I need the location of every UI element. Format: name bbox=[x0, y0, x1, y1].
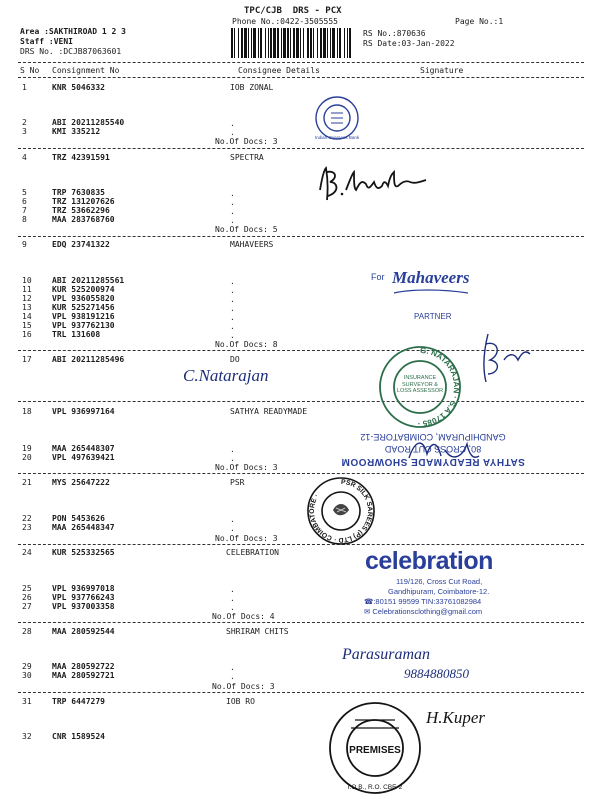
row-consignment: VPL 938191216 bbox=[52, 312, 115, 321]
row-sno: 4 bbox=[22, 153, 27, 162]
area-label: Area :SAKTHIROAD 1 2 3 bbox=[20, 27, 126, 36]
row-sno: 9 bbox=[22, 240, 27, 249]
natarajan-signature-mark bbox=[468, 330, 538, 390]
docs-count: No.Of Docs: 4 bbox=[212, 612, 275, 621]
row-sno: 20 bbox=[22, 453, 32, 462]
mahaveers-for: For bbox=[371, 272, 385, 282]
row-sno: 14 bbox=[22, 312, 32, 321]
row-consignment: TRZ 53662296 bbox=[52, 206, 110, 215]
row-sno: 18 bbox=[22, 407, 32, 416]
group-divider bbox=[18, 350, 584, 351]
row-sno: 2 bbox=[22, 118, 27, 127]
rs-number: RS No.:870636 bbox=[363, 29, 426, 38]
group-divider bbox=[18, 473, 584, 474]
iob-zonal-stamp bbox=[313, 94, 361, 142]
row-sno: 23 bbox=[22, 523, 32, 532]
rs-date: RS Date:03-Jan-2022 bbox=[363, 39, 455, 48]
col-sno: S No bbox=[20, 66, 40, 75]
celebration-address-2: Gandhipuram, Coimbatore-12. bbox=[388, 587, 490, 596]
svg-text:I.O.B., R.O. CBE-2: I.O.B., R.O. CBE-2 bbox=[347, 784, 403, 791]
consignee-name: SATHYA READYMADE bbox=[230, 407, 308, 416]
sathya-stamp: SATHYA READYMADE SHOWROOM 80, CROSS CUT ROAD GANDHIPURAM, COIMBATORE-12 bbox=[341, 432, 525, 467]
row-consignment: KUR 525271456 bbox=[52, 303, 115, 312]
row-sno: 6 bbox=[22, 197, 27, 206]
header-divider bbox=[18, 62, 584, 63]
natarajan-stamp: G. NATARAJAN · S.A 17085 · INSURANCE SURVEYOR & LOSS ASSESSOR bbox=[378, 345, 462, 429]
svg-text:PREMISES: PREMISES bbox=[349, 745, 401, 756]
row-consignment: ABI 20211285496 bbox=[52, 355, 125, 364]
consignee-name: DO bbox=[230, 355, 240, 364]
docs-count: No.Of Docs: 3 bbox=[215, 137, 278, 146]
shriram-phone-handwritten: 9884880850 bbox=[404, 666, 469, 681]
docs-count: No.Of Docs: 5 bbox=[215, 225, 278, 234]
row-consignment: MAA 283768760 bbox=[52, 215, 115, 224]
row-consignment: VPL 937766243 bbox=[52, 593, 115, 602]
row-sno: 25 bbox=[22, 584, 32, 593]
drs-number: DRS No. :DCJB87063601 bbox=[20, 47, 122, 56]
consignee-name: SPECTRA bbox=[230, 153, 264, 162]
row-sno: 30 bbox=[22, 671, 32, 680]
consignee-name: IOB RO bbox=[226, 697, 255, 706]
consignee-name: IOB ZONAL bbox=[230, 83, 274, 92]
dot-markers: . . bbox=[230, 663, 235, 681]
row-consignment: TRL 131608 bbox=[52, 330, 101, 339]
row-consignment: TRP 7630835 bbox=[52, 188, 105, 197]
col-consignment: Consignment No bbox=[52, 66, 120, 75]
row-consignment: PON 5453626 bbox=[52, 514, 105, 523]
row-consignment: MAA 265448347 bbox=[52, 523, 115, 532]
row-sno: 3 bbox=[22, 127, 27, 136]
row-sno: 19 bbox=[22, 444, 32, 453]
col-consignee: Consignee Details bbox=[238, 66, 320, 75]
row-consignment: MAA 280592722 bbox=[52, 662, 115, 671]
row-sno: 16 bbox=[22, 330, 32, 339]
dot-marker: . bbox=[230, 128, 235, 137]
group-divider bbox=[18, 148, 584, 149]
mahaveers-partner: PARTNER bbox=[414, 312, 452, 321]
dot-markers: . . bbox=[230, 515, 235, 533]
celebration-phone: ☎:80151 99599 TIN:33761082984 bbox=[364, 597, 482, 606]
row-consignment: MYS 25647222 bbox=[52, 478, 110, 487]
row-consignment: TRP 6447279 bbox=[52, 697, 105, 706]
group-divider bbox=[18, 622, 584, 623]
row-sno: 24 bbox=[22, 548, 32, 557]
consignee-name: CELEBRATION bbox=[226, 548, 279, 557]
row-sno: 22 bbox=[22, 514, 32, 523]
docs-count: No.Of Docs: 3 bbox=[215, 463, 278, 472]
consignee-name: PSR bbox=[230, 478, 245, 487]
row-consignment: TRZ 42391591 bbox=[52, 153, 110, 162]
svg-text:G. NATARAJAN · S.A 17085 ·: G. NATARAJAN · S.A 17085 · bbox=[417, 345, 462, 429]
group-divider bbox=[18, 544, 584, 545]
group-divider bbox=[18, 692, 584, 693]
row-sno: 10 bbox=[22, 276, 32, 285]
docs-count: No.Of Docs: 3 bbox=[215, 534, 278, 543]
row-sno: 27 bbox=[22, 602, 32, 611]
row-sno: 13 bbox=[22, 303, 32, 312]
shriram-signature: Parasuraman bbox=[342, 646, 431, 663]
row-consignment: KUR 525200974 bbox=[52, 285, 115, 294]
row-consignment: EDQ 23741322 bbox=[52, 240, 110, 249]
row-sno: 15 bbox=[22, 321, 32, 330]
dot-markers: . . . . . . . bbox=[230, 277, 235, 340]
row-consignment: KUR 525332565 bbox=[52, 548, 115, 557]
dot-markers: . . . . bbox=[230, 189, 235, 225]
dot-markers: . . . bbox=[230, 585, 235, 612]
svg-text:Indian Overseas Bank: Indian Overseas Bank bbox=[314, 135, 360, 140]
sathya-signature-mark bbox=[405, 430, 485, 470]
row-consignment: VPL 936997018 bbox=[52, 584, 115, 593]
row-consignment: VPL 937762130 bbox=[52, 321, 115, 330]
row-sno: 21 bbox=[22, 478, 32, 487]
row-consignment: ABI 20211285561 bbox=[52, 276, 125, 285]
phone-number: Phone No.:0422-3505555 bbox=[232, 17, 338, 26]
row-sno: 11 bbox=[22, 285, 32, 294]
psr-stamp bbox=[306, 476, 376, 546]
spectra-signature bbox=[310, 160, 440, 210]
consignee-name: SHRIRAM CHITS bbox=[226, 627, 289, 636]
row-consignment: KMI 335212 bbox=[52, 127, 101, 136]
row-sno: 28 bbox=[22, 627, 32, 636]
row-sno: 8 bbox=[22, 215, 27, 224]
row-consignment: VPL 936055820 bbox=[52, 294, 115, 303]
document-title: TPC/CJB DRS - PCX bbox=[244, 6, 342, 16]
celebration-logo: celebration bbox=[365, 547, 493, 575]
dot-markers: . . bbox=[230, 445, 235, 463]
row-consignment: MAA 280592721 bbox=[52, 671, 115, 680]
group-divider bbox=[18, 401, 584, 402]
column-divider bbox=[18, 77, 584, 78]
staff-label: Staff :VENI bbox=[20, 37, 73, 46]
do-signature: C.Natarajan bbox=[183, 366, 269, 385]
mahaveers-underline bbox=[392, 287, 472, 307]
row-sno: 7 bbox=[22, 206, 27, 215]
row-consignment: MAA 280592544 bbox=[52, 627, 115, 636]
col-signature: Signature bbox=[420, 66, 464, 75]
svg-text:PSR SILK SAREES (P) LTD · COIM: PSR SILK SAREES (P) LTD · COIMBATORE · bbox=[308, 478, 374, 544]
page-number: Page No.:1 bbox=[455, 17, 504, 26]
docs-count: No.Of Docs: 3 bbox=[212, 682, 275, 691]
row-consignment: MAA 265448307 bbox=[52, 444, 115, 453]
dot-marker: . bbox=[230, 119, 235, 128]
row-consignment: VPL 497639421 bbox=[52, 453, 115, 462]
barcode bbox=[229, 27, 355, 59]
row-consignment: VPL 936997164 bbox=[52, 407, 115, 416]
row-sno: 17 bbox=[22, 355, 32, 364]
row-sno: 32 bbox=[22, 732, 32, 741]
row-consignment: ABI 20211285540 bbox=[52, 118, 125, 127]
mahaveers-name: Mahaveers bbox=[392, 268, 470, 287]
row-consignment: TRZ 131207626 bbox=[52, 197, 115, 206]
row-consignment: KNR 5046332 bbox=[52, 83, 105, 92]
group-divider bbox=[18, 236, 584, 237]
consignee-name: MAHAVEERS bbox=[230, 240, 274, 249]
row-sno: 26 bbox=[22, 593, 32, 602]
docs-count: No.Of Docs: 8 bbox=[215, 340, 278, 349]
row-sno: 5 bbox=[22, 188, 27, 197]
iob-ro-stamp bbox=[327, 700, 423, 796]
row-sno: 31 bbox=[22, 697, 32, 706]
iob-ro-signature: H.Kuper bbox=[426, 708, 486, 727]
row-sno: 29 bbox=[22, 662, 32, 671]
celebration-address-1: 119/126, Cross Cut Road, bbox=[396, 577, 483, 586]
row-consignment: VPL 937003358 bbox=[52, 602, 115, 611]
celebration-email: ✉ Celebrationsclothing@gmail.com bbox=[364, 607, 483, 616]
row-consignment: CNR 1589524 bbox=[52, 732, 105, 741]
row-sno: 1 bbox=[22, 83, 27, 92]
row-sno: 12 bbox=[22, 294, 32, 303]
